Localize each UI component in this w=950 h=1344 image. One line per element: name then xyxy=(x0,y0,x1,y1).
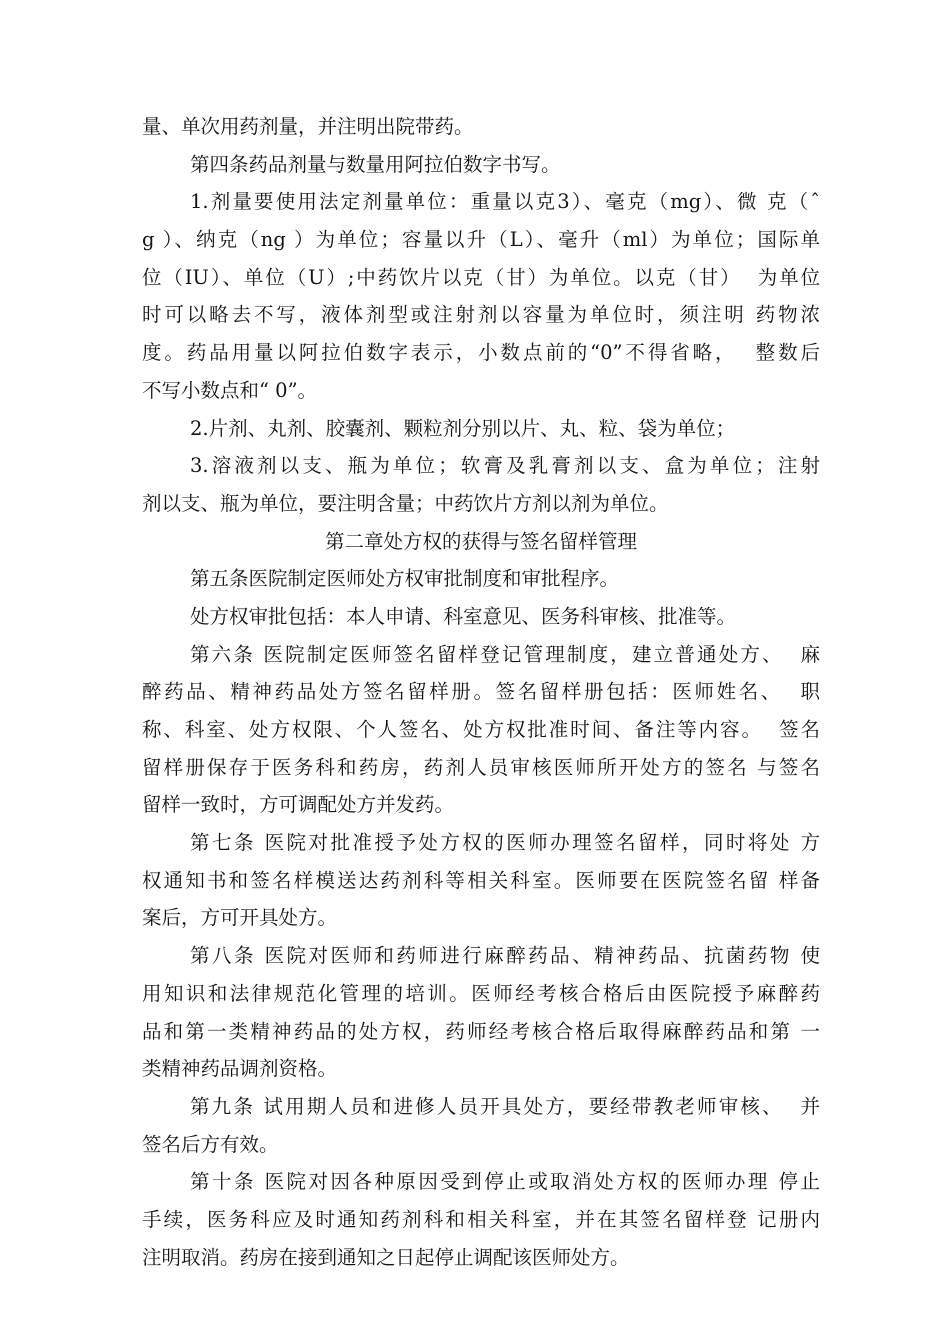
text-line: 类精神药品调剂资格。 xyxy=(142,1057,338,1081)
text-line: 品和第一类精神药品的处方权，药师经考核合格后取得麻醉药品和第 一 xyxy=(142,1019,820,1043)
chapter-heading: 第二章处方权的获得与签名留样管理 xyxy=(324,529,637,553)
text-line: 不写小数点和“ 0”。 xyxy=(142,378,318,402)
article-8-line: 第八条 医院对医师和药师进行麻醉药品、精神药品、抗菌药物 使 xyxy=(190,944,820,968)
article-5-heading: 第五条医院制定医师处方权审批制度和审批程序。 xyxy=(190,567,620,591)
text-line: 权通知书和签名样模送达药剂科等相关科室。医师要在医院签名留 样备 xyxy=(142,868,820,892)
text-line: 留样一致时，方可调配处方并发药。 xyxy=(142,793,455,817)
text-line: 注明取消。药房在接到通知之日起停止调配该医师处方。 xyxy=(142,1245,630,1269)
text-line: 醉药品、精神药品处方签名留样册。签名留样册包括：医师姓名、 职 xyxy=(142,680,820,704)
text-line: 1.剂量要使用法定剂量单位：重量以克3）、毫克（mg）、微 克（ˆ xyxy=(190,190,820,214)
text-line: 2.片剂、丸剂、胶囊剂、颗粒剂分别以片、丸、粒、袋为单位； xyxy=(190,416,736,440)
text-line: 留样册保存于医务科和药房，药剂人员审核医师所开处方的签名 与签名 xyxy=(142,755,820,779)
article-4-heading: 第四条药品剂量与数量用阿拉伯数字书写。 xyxy=(190,152,561,176)
article-10-line: 第十条 医院对因各种原因受到停止或取消处方权的医师办理 停止 xyxy=(190,1170,820,1194)
text-line: 时可以略去不写，液体剂型或注射剂以容量为单位时，须注明 药物浓 xyxy=(142,303,820,327)
text-line: 签名后方有效。 xyxy=(142,1132,279,1156)
document-page xyxy=(142,108,820,1276)
text-line: 用知识和法律规范化管理的培训。医师经考核合格后由医院授予麻醉药 xyxy=(142,981,820,1005)
text-line: 称、科室、处方权限、个人签名、处方权批准时间、备注等内容。 签名 xyxy=(142,718,820,741)
text-line: 手续，医务科应及时通知药剂科和相关科室，并在其签名留样登 记册内 xyxy=(142,1207,820,1231)
article-9-line: 第九条 试用期人员和进修人员开具处方，要经带教老师审核、 并 xyxy=(190,1094,820,1118)
article-7-line: 第七条 医院对批准授予处方权的医师办理签名留样，同时将处 方 xyxy=(190,831,820,855)
text-line: g ）、纳克（ng ）为单位；容量以升（L）、毫升（ml）为单位；国际单 xyxy=(142,228,820,252)
text-line: 案后，方可开具处方。 xyxy=(142,906,338,930)
text-line: 处方权审批包括：本人申请、科室意见、医务科审核、批准等。 xyxy=(190,604,737,628)
text-line: 量、单次用药剂量，并注明出院带药。 xyxy=(142,115,474,138)
text-line: 3.溶液剂以支、瓶为单位；软膏及乳膏剂以支、盒为单位；注射 xyxy=(190,454,820,478)
article-6-line: 第六条 医院制定医师签名留样登记管理制度，建立普通处方、 麻 xyxy=(190,642,820,666)
text-line: 剂以支、瓶为单位，要注明含量；中药饮片方剂以剂为单位。 xyxy=(142,491,669,515)
text-line: 度。药品用量以阿拉伯数字表示，小数点前的“0”不得省略， 整数后 xyxy=(142,341,820,365)
text-line: 位（IU）、单位（U）;中药饮片以克（甘）为单位。以克（甘） 为单位 xyxy=(142,265,820,289)
